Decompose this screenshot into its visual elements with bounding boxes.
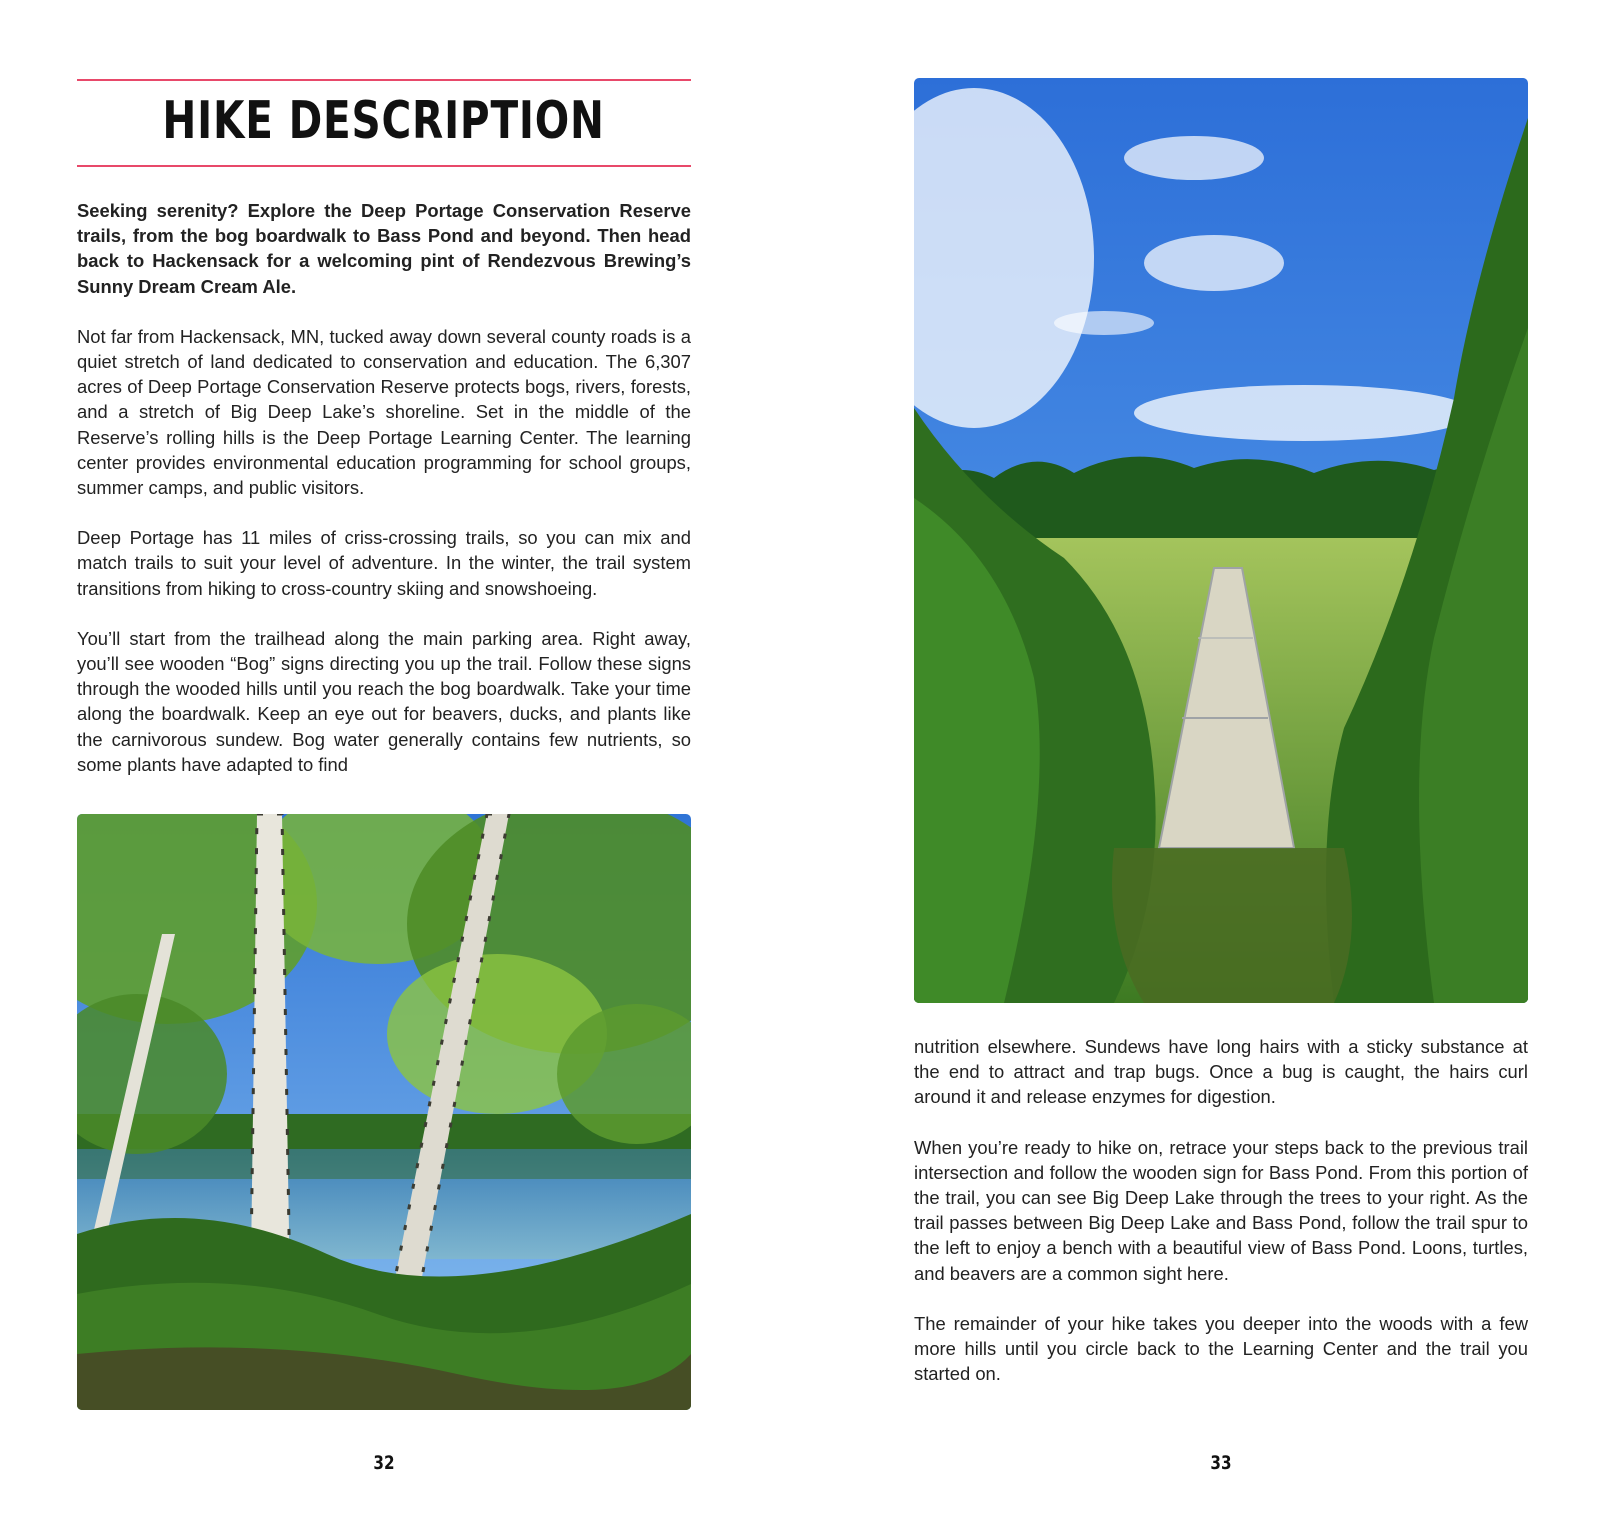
body-paragraph: The remainder of your hike takes you deeper into the woods with a few more hills until you circle back to the Learning Center and the trail you started on. xyxy=(914,1312,1528,1385)
left-body-text xyxy=(77,198,691,802)
title-block xyxy=(77,79,691,167)
right-page xyxy=(800,0,1600,1515)
body-paragraph: You’ll start from the trailhead along the main parking area. Right away, you’ll see wooden “Bog” signs directing you up the trail. Follow these signs through the wooded hills until you reach the bog boardwalk. Take your time along the boardwalk. Keep an eye out for beavers, ducks, and plants like the carnivorous sundew. Bog water generally contains few nutrients, so some plants have adapted to find xyxy=(77,627,691,775)
boardwalk-illustration xyxy=(914,78,1528,1003)
birch-lake-illustration xyxy=(77,814,691,1410)
intro-paragraph: Seeking serenity? Explore the Deep Portage Conservation Reserve trails, from the bog boardwalk to Bass Pond and beyond. Then head back to Hackensack for a welcoming pint of Rendezvous Brewing’s Sunny Dream Cream Ale. xyxy=(77,200,691,297)
page-title: HIKE DESCRIPTION xyxy=(162,91,606,151)
right-body-text xyxy=(914,1034,1528,1411)
body-paragraph: When you’re ready to hike on, retrace your steps back to the previous trail intersection and follow the wooden sign for Bass Pond. From this portion of the trail, you can see Big Deep Lake through the trees to your right. As the trail passes between Big Deep Lake and Bass Pond, follow the trail spur to the left to enjoy a bench with a beautiful view of Bass Pond. Loons, turtles, and beavers are a common sight here. xyxy=(914,1136,1528,1284)
bog-boardwalk-photo xyxy=(914,78,1528,1003)
page-number: 32 xyxy=(373,1452,395,1474)
body-paragraph: Deep Portage has 11 miles of criss-crossing trails, so you can mix and match trails to suit your level of adventure. In the winter, the trail system transitions from hiking to cross-country skiing and snowshoeing. xyxy=(77,527,691,599)
body-paragraph: Not far from Hackensack, MN, tucked away down several county roads is a quiet stretch of land dedicated to conservation and education. The 6,307 acres of Deep Portage Conservation Reserve protects bogs, rivers, forests, and a stretch of Big Deep Lake’s shoreline. Set in the middle of the Reserve’s rolling hills is the Deep Portage Learning Center. The learning center provides environmental education programming for school groups, summer camps, and public visitors. xyxy=(77,325,691,499)
birch-lake-photo xyxy=(77,814,691,1410)
body-paragraph: nutrition elsewhere. Sundews have long hairs with a sticky substance at the end to attract and trap bugs. Once a bug is caught, the hairs curl around it and release enzymes for digestion. xyxy=(914,1036,1528,1108)
page-number: 33 xyxy=(1210,1452,1232,1474)
